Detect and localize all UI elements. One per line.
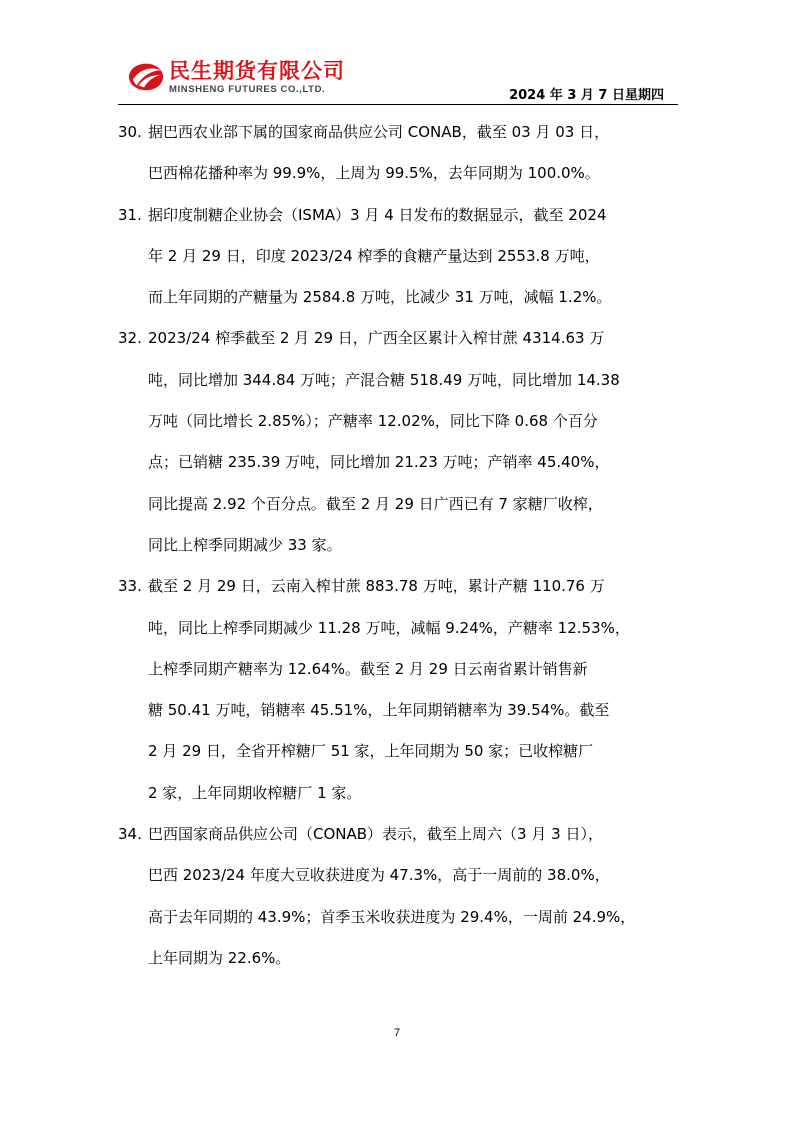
item-text-line: 同比上榨季同期减少 33 家。 (148, 535, 342, 554)
news-item-33 (118, 566, 686, 814)
report-date: 2024 年 3 月 7 日星期四 (509, 88, 664, 103)
item-text-line: 点；已销糖 235.39 万吨，同比增加 21.23 万吨；产销率 45.40%， (148, 453, 610, 472)
item-text-line: 2023/24 榨季截至 2 月 29 日，广西全区累计入榨甘蔗 4314.63 万 (148, 329, 605, 348)
item-number: 32. (118, 329, 142, 348)
item-text-line: 上年同期为 22.6%。 (148, 948, 291, 967)
logo-chinese-name: 民生期货有限公司 (169, 59, 345, 83)
item-text-line: 2 月 29 日，全省开榨糖厂 51 家，上年同期为 50 家；已收榨糖厂 (148, 742, 594, 761)
item-number: 33. (118, 577, 142, 596)
news-item-32 (118, 318, 686, 566)
logo-english-name: MINSHENG FUTURES CO.,LTD. (169, 84, 326, 95)
page-header (0, 0, 794, 110)
company-logo (127, 55, 367, 100)
header-divider (118, 104, 678, 105)
item-text-line: 巴西 2023/24 年度大豆收获进度为 47.3%，高于一周前的 38.0%， (148, 866, 610, 885)
item-number: 31. (118, 205, 142, 224)
item-text-line: 同比提高 2.92 个百分点。截至 2 月 29 日广西已有 7 家糖厂收榨， (148, 494, 603, 513)
news-item-31 (118, 195, 686, 319)
item-text-line: 2 家，上年同期收榨糖厂 1 家。 (148, 783, 362, 802)
item-text-line: 巴西棉花播种率为 99.9%，上周为 99.5%，去年同期为 100.0%。 (148, 164, 600, 183)
item-text-line: 高于去年同期的 43.9%；首季玉米收获进度为 29.4%，一周前 24.9%， (148, 907, 636, 926)
news-list (118, 112, 686, 979)
item-text-line: 万吨（同比增长 2.85%）；产糖率 12.02%，同比下降 0.68 个百分 (148, 412, 598, 431)
item-number: 30. (118, 123, 142, 141)
item-number: 34. (118, 825, 142, 844)
news-item-30 (118, 112, 686, 195)
item-text-line: 而上年同期的产糖量为 2584.8 万吨，比减少 31 万吨，减幅 1.2%。 (148, 288, 612, 307)
item-text-line: 截至 2 月 29 日，云南入榨甘蔗 883.78 万吨，累计产糖 110.76 万 (148, 577, 605, 596)
minsheng-logo-icon (127, 57, 165, 95)
item-text-line: 吨，同比上榨季同期减少 11.28 万吨，减幅 9.24%，产糖率 12.53%， (148, 618, 630, 637)
item-text-line: 巴西国家商品供应公司（CONAB）表示，截至上周六（3 月 3 日）， (148, 825, 603, 844)
page-number: 7 (393, 1027, 401, 1039)
news-item-34 (118, 814, 686, 979)
item-text-line: 据印度制糖企业协会（ISMA）3 月 4 日发布的数据显示，截至 2024 (148, 205, 607, 224)
item-text-line: 糖 50.41 万吨，销糖率 45.51%，上年同期销糖率为 39.54%。截至 (148, 701, 610, 720)
item-text-line: 上榨季同期产糖率为 12.64%。截至 2 月 29 日云南省累计销售新 (148, 659, 588, 678)
item-text-line: 据巴西农业部下属的国家商品供应公司 CONAB，截至 03 月 03 日， (148, 123, 610, 141)
item-text-line: 年 2 月 29 日，印度 2023/24 榨季的食糖产量达到 2553.8 万吨， (148, 246, 600, 265)
item-text-line: 吨，同比增加 344.84 万吨；产混合糖 518.49 万吨，同比增加 14.38 (148, 370, 620, 389)
